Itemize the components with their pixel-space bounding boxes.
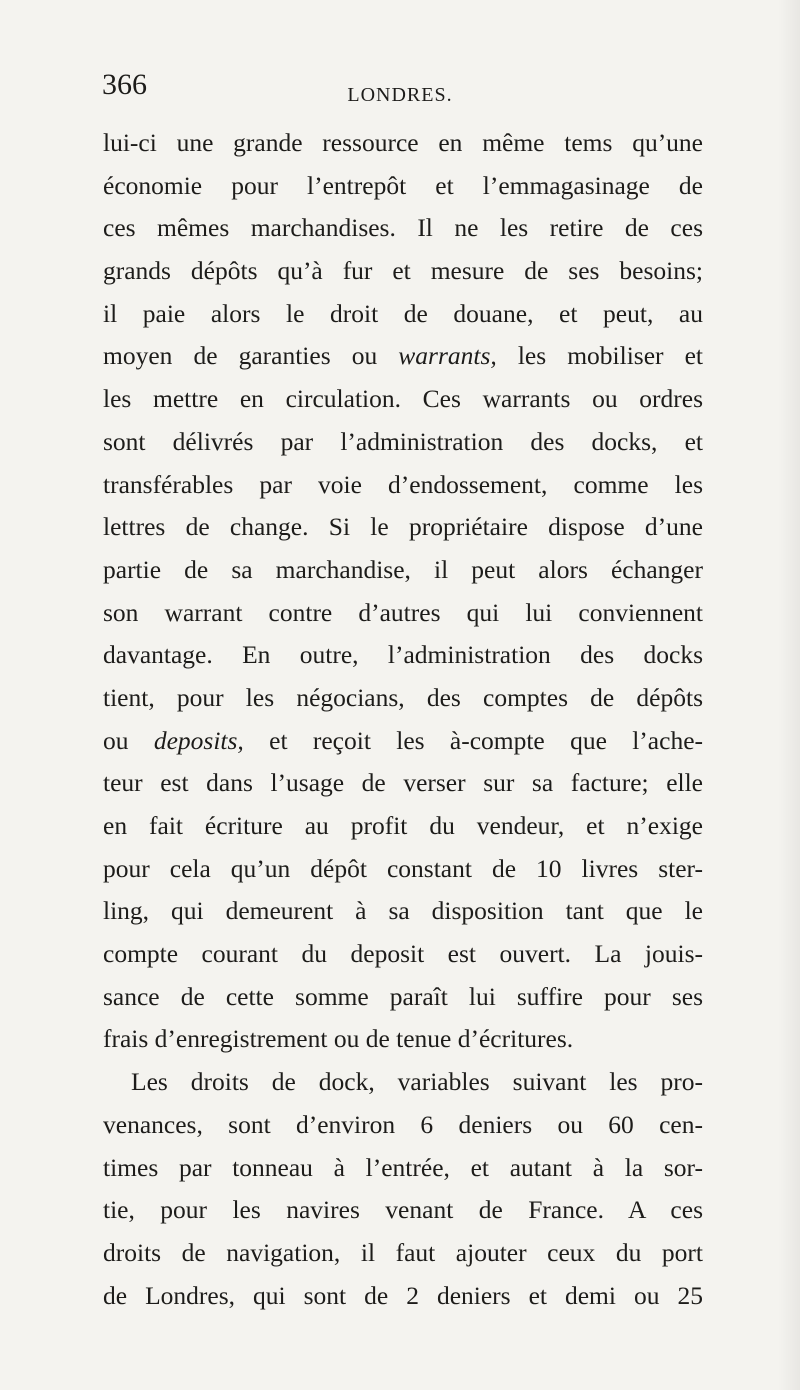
body-text bbox=[103, 122, 703, 1317]
italic-term: deposits, bbox=[153, 725, 244, 755]
text-line: ling, qui demeurent à sa disposition tant que le bbox=[103, 896, 703, 926]
text-line: de Londres, qui sont de 2 deniers et demi ou 25 bbox=[103, 1280, 703, 1310]
italic-term: warrants, bbox=[398, 341, 497, 371]
text-line: compte courant du deposit est ouvert. La jouis- bbox=[103, 939, 703, 969]
text-line: économie pour l’entrepôt et l’emmagasinage de bbox=[103, 170, 703, 200]
text-line: ces mêmes marchandises. Il ne les retire de ces bbox=[103, 213, 703, 243]
page-number: 366 bbox=[102, 68, 147, 101]
page-edge-shadow bbox=[778, 0, 800, 1390]
text-line: davantage. En outre, l’administration des docks bbox=[103, 640, 703, 670]
text-line: grands dépôts qu’à fur et mesure de ses besoins; bbox=[103, 256, 703, 286]
text-line: pour cela qu’un dépôt constant de 10 livres ster- bbox=[103, 853, 703, 883]
text-line: sance de cette somme paraît lui suffire pour ses bbox=[103, 981, 703, 1011]
text-line: partie de sa marchandise, il peut alors échanger bbox=[103, 554, 703, 584]
text-line: les mettre en circulation. Ces warrants ou ordres bbox=[103, 384, 703, 414]
text-line: moyen de garanties ou warrants, les mobiliser et bbox=[103, 341, 703, 371]
text-line: son warrant contre d’autres qui lui conviennent bbox=[103, 597, 703, 627]
text-line: frais d’enregistrement ou de tenue d’écritures. bbox=[103, 1024, 574, 1054]
running-title: LONDRES. bbox=[347, 84, 453, 106]
text-line: teur est dans l’usage de verser sur sa facture; elle bbox=[103, 768, 703, 798]
text-line: Les droits de dock, variables suivant les pro- bbox=[131, 1067, 703, 1097]
text-line: droits de navigation, il faut ajouter ceux du port bbox=[103, 1237, 703, 1267]
text-line: transférables par voie d’endossement, comme les bbox=[103, 469, 703, 499]
text-line: ou deposits, et reçoit les à-compte que l’ache- bbox=[103, 725, 703, 755]
text-line: sont délivrés par l’administration des docks, et bbox=[103, 426, 703, 456]
text-line: il paie alors le droit de douane, et peut, au bbox=[103, 298, 703, 328]
text-line: lettres de change. Si le propriétaire dispose d’une bbox=[103, 512, 703, 542]
text-line: tie, pour les navires venant de France. A ces bbox=[103, 1195, 703, 1225]
text-line: lui-ci une grande ressource en même tems qu’une bbox=[103, 128, 703, 157]
text-line: venances, sont d’environ 6 deniers ou 60 cen- bbox=[103, 1109, 703, 1139]
text-line: times par tonneau à l’entrée, et autant à la sor- bbox=[103, 1152, 703, 1182]
text-line: en fait écriture au profit du vendeur, et n’exige bbox=[103, 811, 703, 840]
text-line: tient, pour les négocians, des comptes de dépôts bbox=[103, 682, 703, 712]
